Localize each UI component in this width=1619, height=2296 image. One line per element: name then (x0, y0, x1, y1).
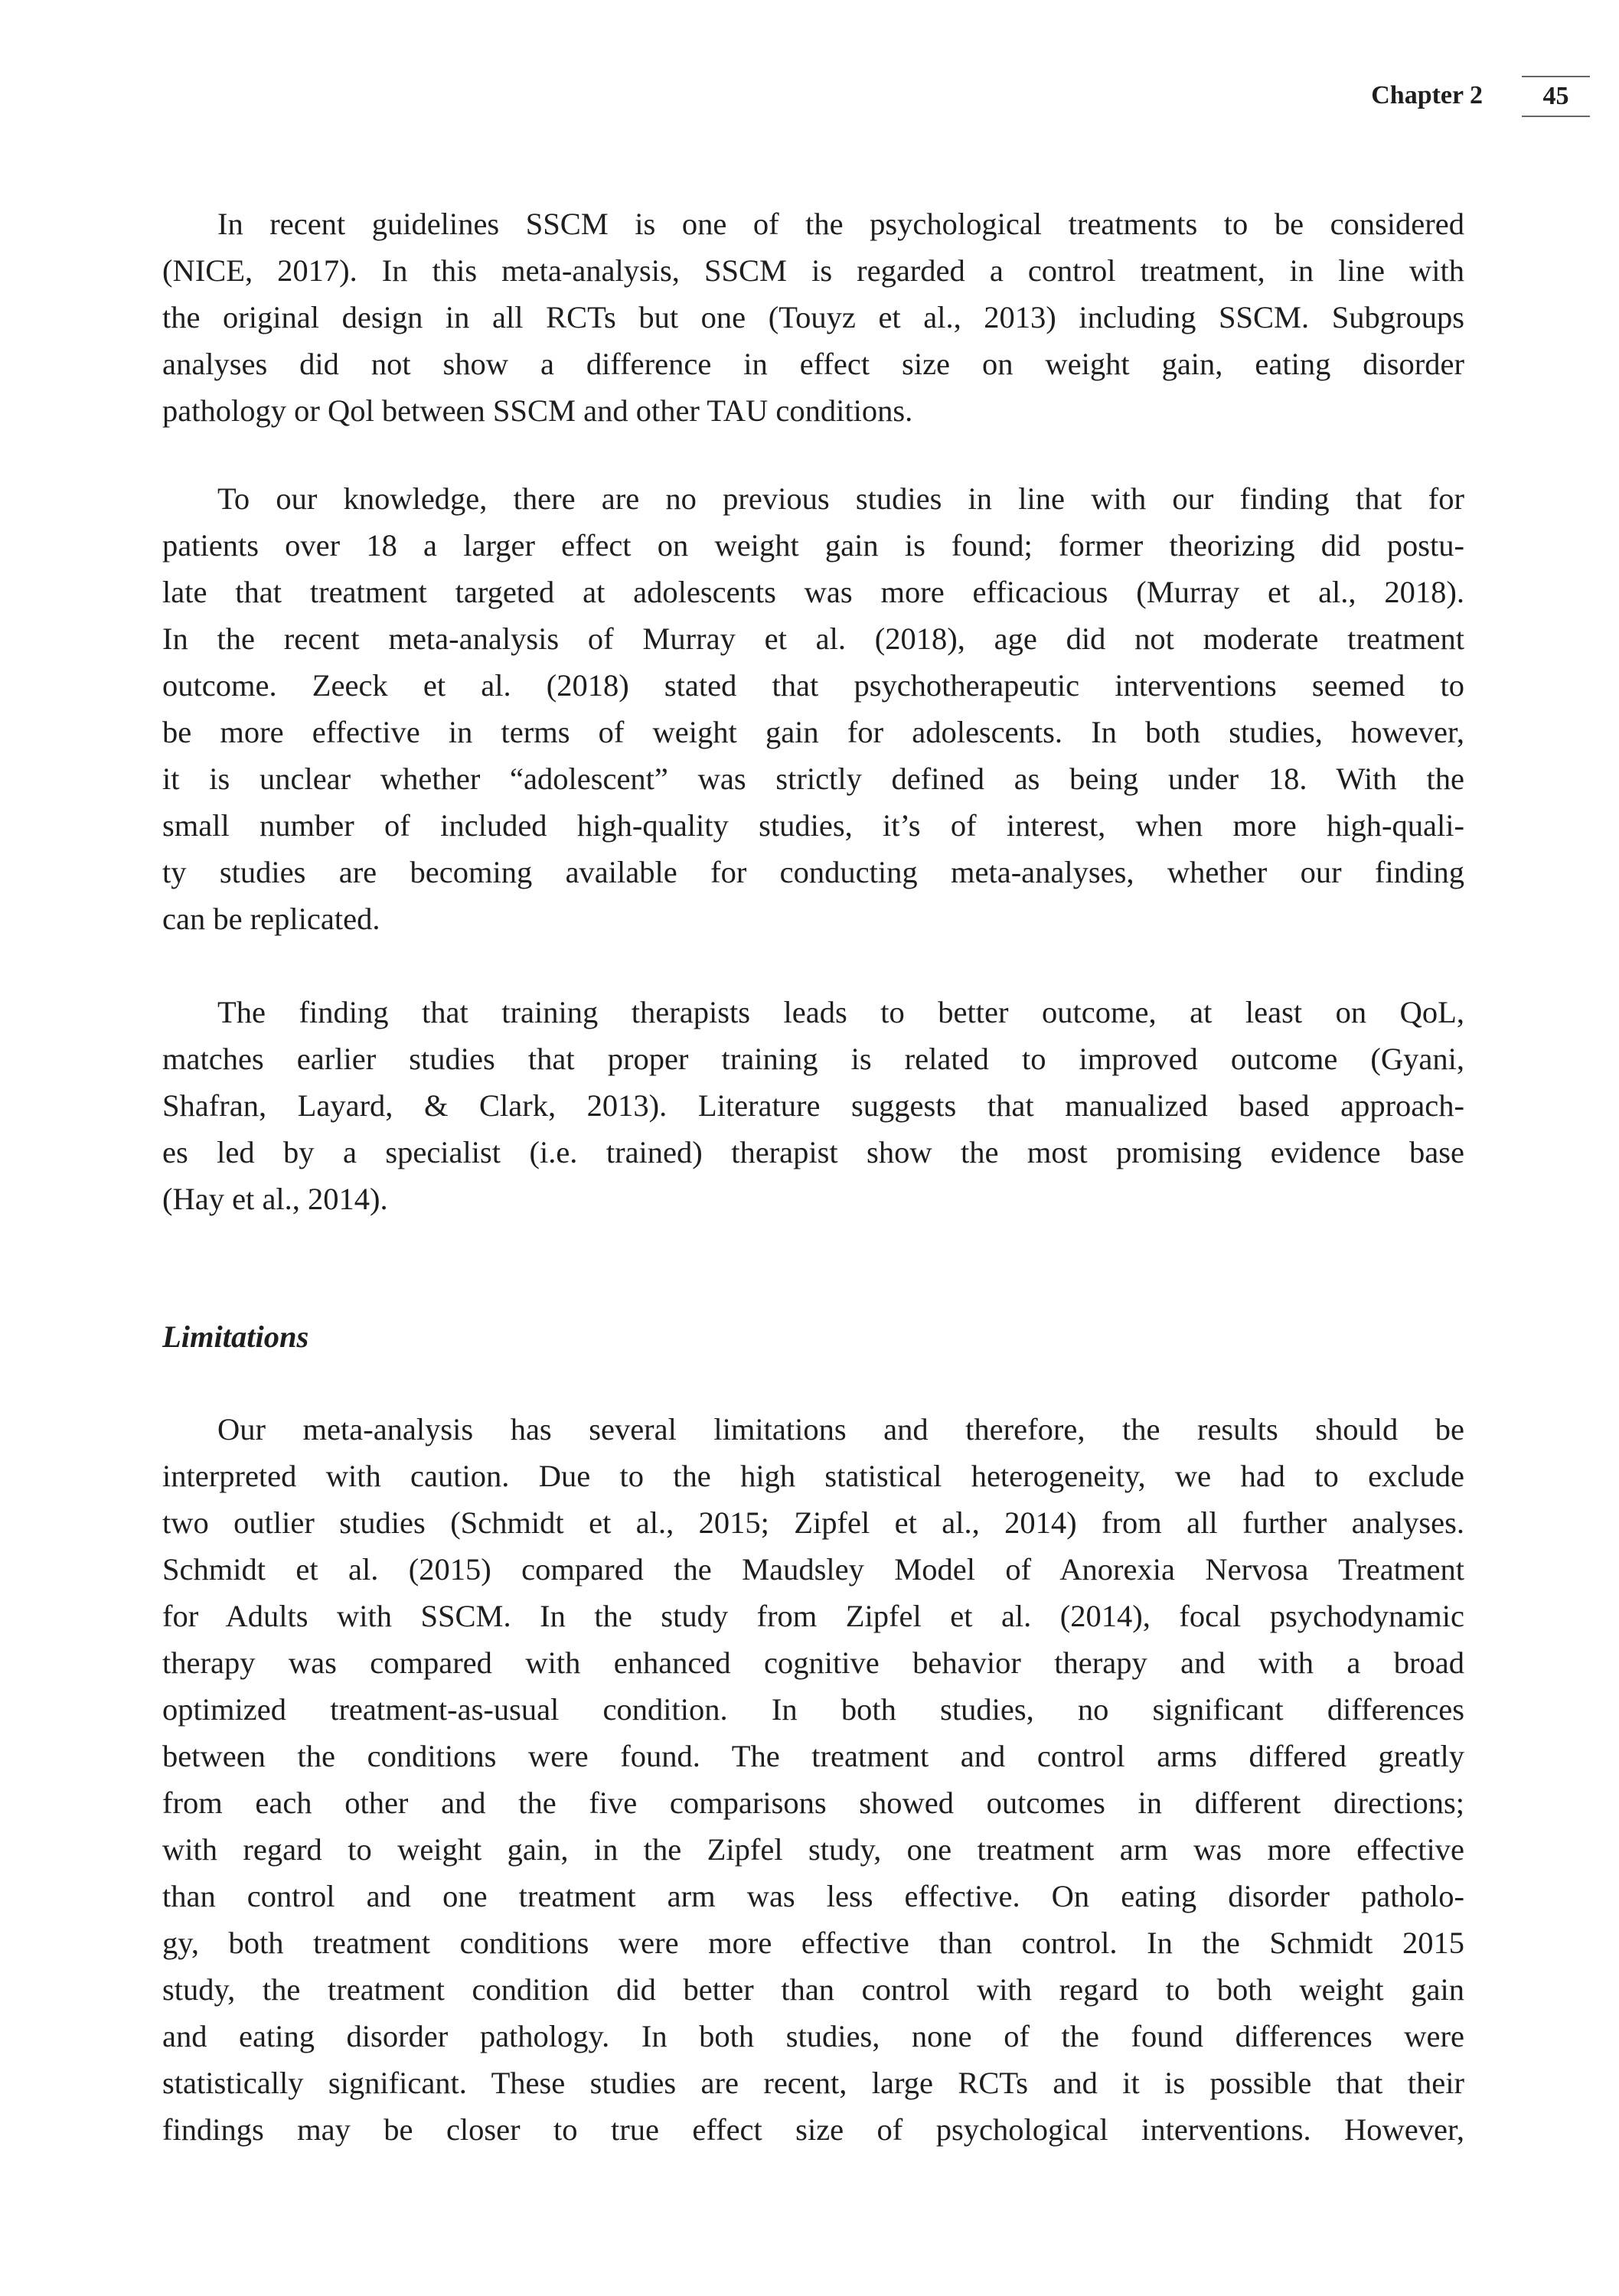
text-line: (NICE, 2017). In this meta-analysis, SSCM is regarded a control treatment, in line with (162, 253, 1464, 288)
paragraph-age-finding (162, 475, 1464, 942)
section-heading-limitations: Limitations (162, 1319, 309, 1354)
text-line: matches earlier studies that proper training is related to improved outcome (Gyani, (162, 1042, 1464, 1076)
text-line: Schmidt et al. (2015) compared the Maudsley Model of Anorexia Nervosa Treatment (162, 1552, 1464, 1587)
text-line: for Adults with SSCM. In the study from Zipfel et al. (2014), focal psychodynamic (162, 1599, 1464, 1633)
text-line: statistically significant. These studies are recent, large RCTs and it is possible that their (162, 2066, 1464, 2100)
text-line: pathology or Qol between SSCM and other TAU conditions. (162, 393, 913, 428)
text-line: (Hay et al., 2014). (162, 1182, 388, 1216)
text-line: In the recent meta-analysis of Murray et al. (2018), age did not moderate treatment (162, 621, 1464, 656)
running-header-chapter: Chapter 2 (1371, 81, 1483, 109)
paragraph-training (162, 989, 1464, 1222)
text-line: and eating disorder pathology. In both studies, none of the found differences were (162, 2019, 1464, 2053)
text-line: it is unclear whether “adolescent” was strictly defined as being under 18. With the (162, 762, 1464, 796)
paragraph-sscm (162, 201, 1464, 434)
text-line: can be replicated. (162, 902, 380, 936)
text-line: In recent guidelines SSCM is one of the psychological treatments to be considered (217, 207, 1464, 241)
text-line: analyses did not show a difference in effect size on weight gain, eating disorder (162, 347, 1464, 381)
text-line: small number of included high-quality studies, it’s of interest, when more high-quali- (162, 808, 1464, 843)
text-line: with regard to weight gain, in the Zipfel study, one treatment arm was more effective (162, 1832, 1464, 1867)
text-line: late that treatment targeted at adolescents was more efficacious (Murray et al., 2018). (162, 575, 1464, 609)
text-line: study, the treatment condition did better than control with regard to both weight gain (162, 1972, 1464, 2007)
text-line: patients over 18 a larger effect on weight gain is found; former theorizing did postu- (162, 528, 1464, 563)
text-line: be more effective in terms of weight gain for adolescents. In both studies, however, (162, 715, 1464, 749)
text-line: from each other and the five comparisons showed outcomes in different directions; (162, 1786, 1464, 1820)
text-line: Shafran, Layard, & Clark, 2013). Literature suggests that manualized based approach- (162, 1088, 1464, 1123)
text-line: To our knowledge, there are no previous studies in line with our finding that for (217, 481, 1464, 516)
text-line: Our meta-analysis has several limitations and therefore, the results should be (217, 1412, 1464, 1446)
text-line: therapy was compared with enhanced cognitive behavior therapy and with a broad (162, 1645, 1464, 1680)
text-line: optimized treatment-as-usual condition. In both studies, no significant differences (162, 1692, 1464, 1727)
text-line: between the conditions were found. The treatment and control arms differed greatly (162, 1739, 1464, 1773)
text-line: than control and one treatment arm was less effective. On eating disorder patholo- (162, 1879, 1464, 1913)
page-number: 45 (1522, 76, 1590, 117)
text-line: the original design in all RCTs but one (Touyz et al., 2013) including SSCM. Subgroups (162, 300, 1464, 334)
text-line: outcome. Zeeck et al. (2018) stated that psychotherapeutic interventions seemed to (162, 668, 1464, 703)
text-line: gy, both treatment conditions were more effective than control. In the Schmidt 2015 (162, 1926, 1464, 1960)
text-line: findings may be closer to true effect size of psychological interventions. However, (162, 2112, 1464, 2147)
paragraph-limitations (162, 1406, 1464, 2153)
text-line: ty studies are becoming available for conducting meta-analyses, whether our finding (162, 855, 1464, 889)
text-line: The finding that training therapists leads to better outcome, at least on QoL, (217, 995, 1464, 1029)
text-line: es led by a specialist (i.e. trained) therapist show the most promising evidence base (162, 1135, 1464, 1169)
text-line: two outlier studies (Schmidt et al., 2015; Zipfel et al., 2014) from all further analyses. (162, 1505, 1464, 1540)
text-line: interpreted with caution. Due to the high statistical heterogeneity, we had to exclude (162, 1459, 1464, 1493)
